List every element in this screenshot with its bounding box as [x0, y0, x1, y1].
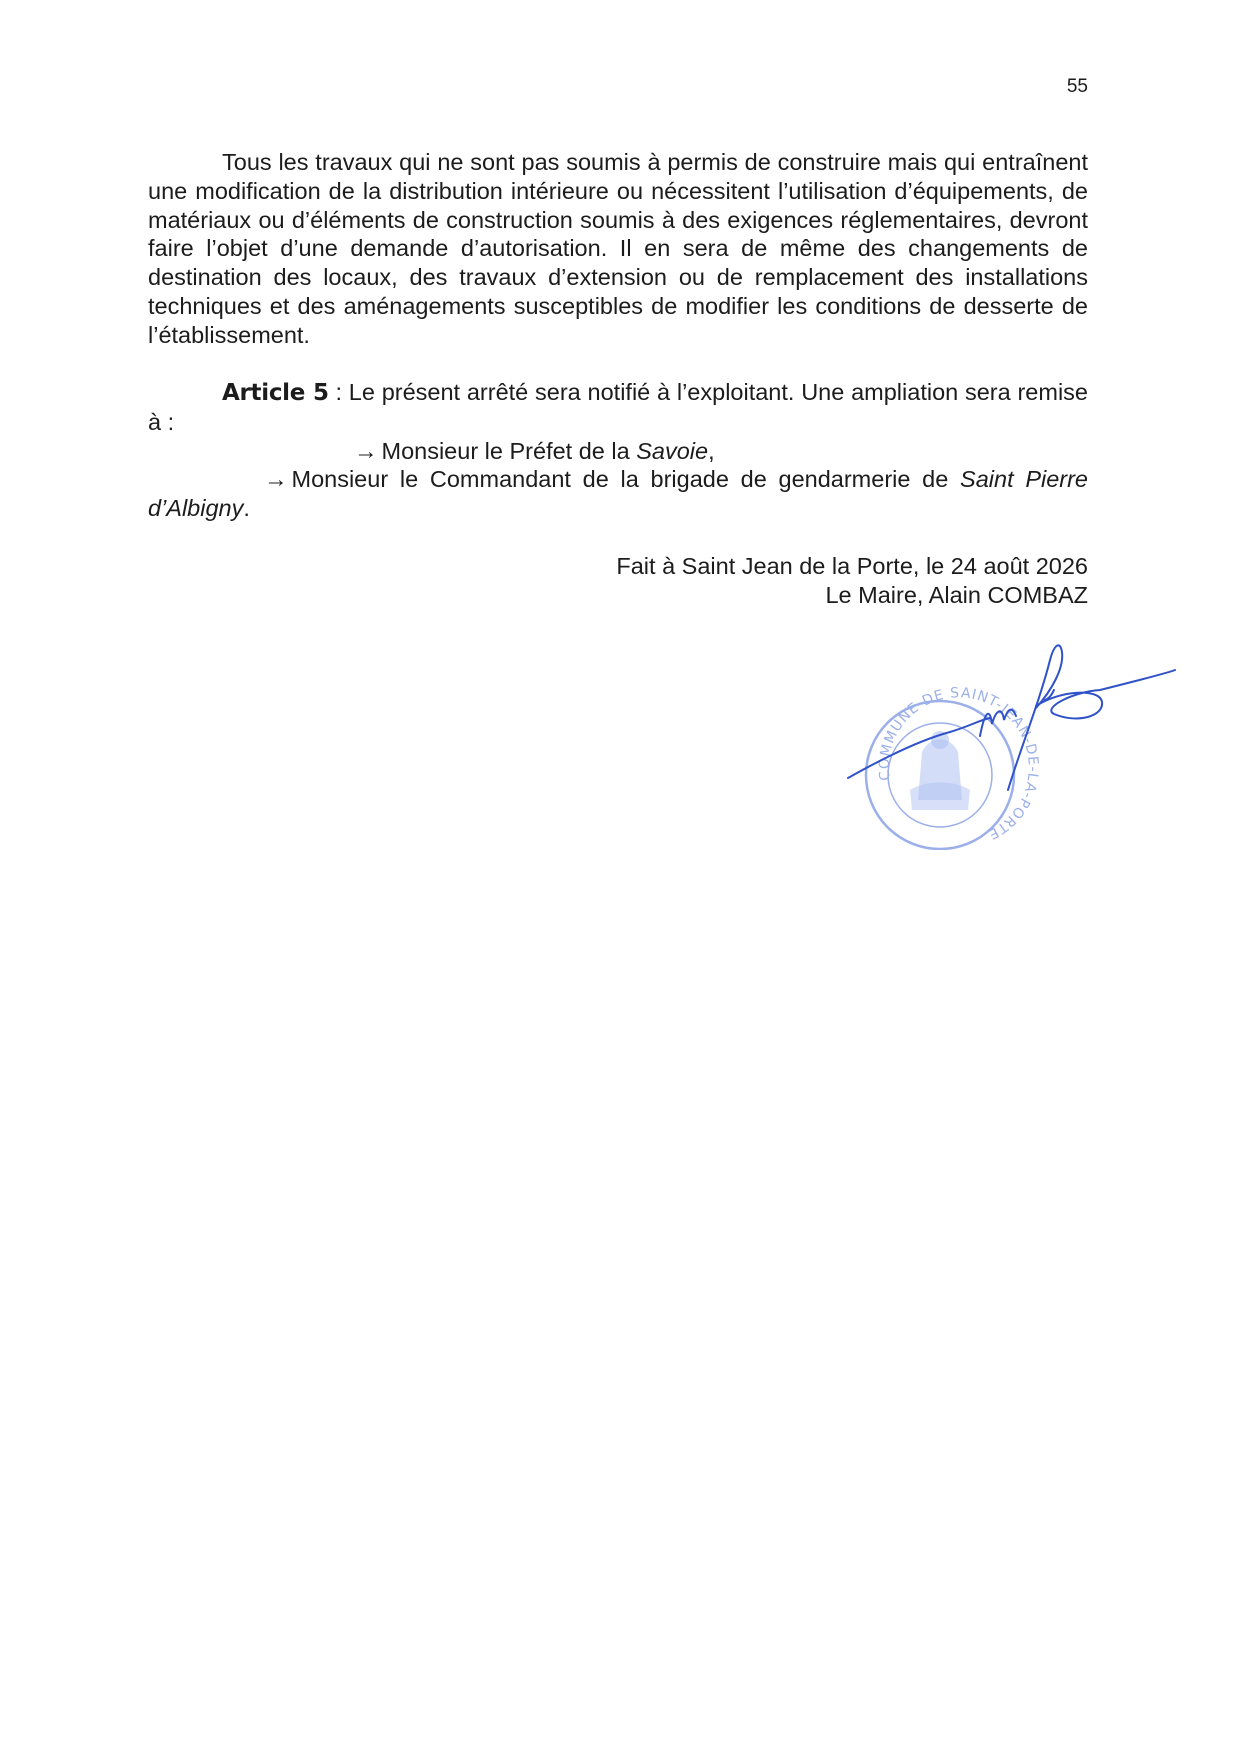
page-number: 55: [1066, 76, 1088, 97]
arrow-right-icon: →: [264, 466, 288, 493]
closing-signatory: Le Maire, Alain COMBAZ: [825, 582, 1088, 608]
article-5-section: [148, 378, 1088, 523]
recipient-gendarmerie-place: Saint Pierre d’Albigny: [148, 466, 1089, 522]
article-5-text: : Le présent arrêté sera notifié à l’exploitant. Une ampliation sera remise à :: [148, 379, 1088, 435]
recipient-prefet: [206, 437, 1088, 466]
article-5-intro: [148, 378, 1088, 437]
recipient-prefet-prefix: Monsieur le Préfet de la: [381, 437, 637, 464]
stamp-and-signature: [840, 640, 1180, 850]
closing-place-date: Fait à Saint Jean de la Porte, le 24 août 2026: [616, 553, 1088, 579]
arrow-right-icon: →: [354, 437, 378, 464]
article-5-label: Article 5: [222, 380, 329, 406]
recipient-prefet-suffix: ,: [708, 437, 715, 464]
recipient-prefet-place: Savoie: [636, 437, 709, 464]
recipient-gendarmerie-suffix: .: [243, 495, 250, 522]
recipient-gendarmerie-prefix: Monsieur le Commandant de la brigade de gendarmerie de: [291, 466, 961, 493]
paragraph-works-authorization: Tous les travaux qui ne sont pas soumis à permis de construire mais qui entraînent une modification de la distribution intérieure ou nécessitent l’utilisation d’équipements, de matériaux ou d’éléments de construction soumis à des exigences réglementaires, devront faire l’objet d’une demande d’autorisation. Il en sera de même des changements de destination des locaux, des travaux d’extension ou de remplacement des installations techniques et des aménagements susceptibles de modifier les conditions de desserte de l’établissement.: [148, 149, 1088, 348]
closing-block: [616, 552, 1088, 610]
stamp-text: COMMUNE DE SAINT-JEAN-DE-LA-PORTE: [876, 685, 1041, 843]
recipient-gendarmerie: [148, 465, 1088, 523]
